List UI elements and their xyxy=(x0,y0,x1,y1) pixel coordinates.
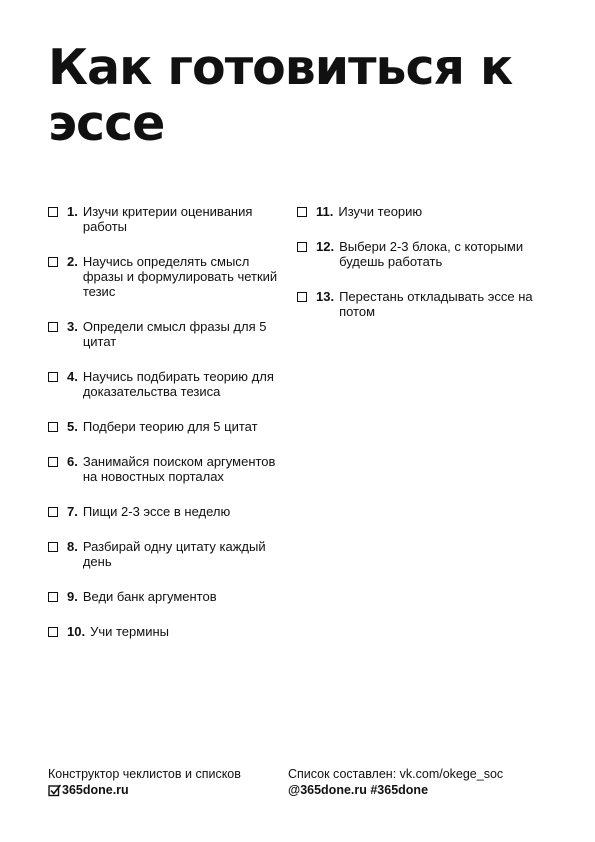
checklist-item[interactable] xyxy=(48,539,278,569)
footer-left xyxy=(48,766,241,798)
checkbox-icon[interactable] xyxy=(297,207,307,217)
item-number: 6. xyxy=(67,454,78,469)
checkbox-icon[interactable] xyxy=(48,457,58,467)
checklist-item[interactable] xyxy=(48,589,278,604)
checklist-item[interactable] xyxy=(48,504,278,519)
compiled-by-link[interactable]: Список составлен: vk.com/okege_soc xyxy=(288,767,504,781)
checklist-item[interactable] xyxy=(297,204,547,219)
checkbox-icon[interactable] xyxy=(297,242,307,252)
item-label: Научись подбирать теорию для доказательства тезиса xyxy=(82,369,274,399)
item-number: 2. xyxy=(67,254,78,269)
checklist-item[interactable] xyxy=(48,254,278,299)
item-number: 12. xyxy=(316,239,335,254)
item-label: Учи термины xyxy=(90,624,169,639)
constructor-label: Конструктор чеклистов и списков xyxy=(48,767,241,781)
item-label: Выбери 2-3 блока, с которыми будешь работать xyxy=(339,239,524,269)
checklist-item[interactable] xyxy=(48,624,278,639)
checklist-item[interactable] xyxy=(48,369,278,399)
item-number: 3. xyxy=(67,319,78,334)
checkbox-icon[interactable] xyxy=(48,422,58,432)
item-number: 11. xyxy=(316,204,334,219)
item-label: Занимайся поиском аргументов на новостных порталах xyxy=(82,454,276,484)
item-label: Веди банк аргументов xyxy=(82,589,217,604)
page-title: Как готовиться к эссе xyxy=(48,39,513,152)
item-number: 1. xyxy=(67,204,78,219)
checkbox-icon[interactable] xyxy=(48,207,58,217)
item-label: Научись определять смысл фразы и формулировать четкий тезис xyxy=(82,254,278,299)
checkbox-icon[interactable] xyxy=(48,322,58,332)
checkbox-icon[interactable] xyxy=(48,507,58,517)
item-number: 8. xyxy=(67,539,78,554)
item-label: Перестань откладывать эссе на потом xyxy=(339,289,533,319)
checkbox-icon[interactable] xyxy=(48,257,58,267)
item-label: Изучи теорию xyxy=(338,204,423,219)
checklist-item[interactable] xyxy=(297,239,547,269)
item-label: Подбери теорию для 5 цитат xyxy=(82,419,258,434)
checklist-item[interactable] xyxy=(48,319,278,349)
item-number: 9. xyxy=(67,589,78,604)
item-label: Разбирай одну цитату каждый день xyxy=(82,539,266,569)
social-handles: @365done.ru #365done xyxy=(288,783,429,797)
checklist-column-right xyxy=(297,204,547,319)
item-number: 13. xyxy=(316,289,335,304)
checklist-item[interactable] xyxy=(48,454,278,484)
brand-link[interactable] xyxy=(48,782,241,798)
checkbox-icon[interactable] xyxy=(48,542,58,552)
checkbox-icon[interactable] xyxy=(48,627,58,637)
footer-right xyxy=(288,766,503,798)
checkbox-icon[interactable] xyxy=(297,292,307,302)
item-label: Пищи 2-3 эссе в неделю xyxy=(82,504,231,519)
checkbox-icon[interactable] xyxy=(48,592,58,602)
checklist-item[interactable] xyxy=(297,289,547,319)
item-number: 7. xyxy=(67,504,78,519)
item-number: 5. xyxy=(67,419,78,434)
item-label: Определи смысл фразы для 5 цитат xyxy=(82,319,267,349)
item-number: 10. xyxy=(67,624,86,639)
checklist-item[interactable] xyxy=(48,419,278,434)
item-label: Изучи критерии оценивания работы xyxy=(82,204,253,234)
item-number: 4. xyxy=(67,369,78,384)
checklist-item[interactable] xyxy=(48,204,278,234)
checkbox-checked-icon xyxy=(48,784,61,797)
brand-name: 365done.ru xyxy=(62,783,129,797)
checklist-column-left xyxy=(48,204,278,639)
checkbox-icon[interactable] xyxy=(48,372,58,382)
